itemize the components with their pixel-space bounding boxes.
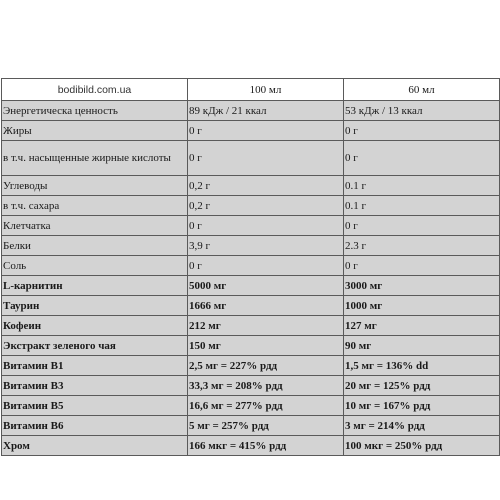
value-100ml-cell: 0 г [188,141,344,176]
value-60ml-cell: 0 г [344,141,500,176]
table-header-row [2,79,500,101]
table-row [2,276,500,296]
value-100ml-cell: 2,5 мг = 227% рдд [188,356,344,376]
nutrient-name-cell: Хром [2,436,188,456]
table-row [2,336,500,356]
nutrient-name-cell: Таурин [2,296,188,316]
nutrition-table-body [2,79,500,456]
nutrition-table [1,78,500,456]
value-100ml-cell: 150 мг [188,336,344,356]
value-60ml-cell: 2.3 г [344,236,500,256]
value-60ml-cell: 1,5 мг = 136% dd [344,356,500,376]
table-row [2,256,500,276]
value-60ml-cell: 100 мкг = 250% рдд [344,436,500,456]
table-row [2,376,500,396]
table-row [2,176,500,196]
value-100ml-cell: 0,2 г [188,196,344,216]
value-60ml-cell: 0 г [344,216,500,236]
value-100ml-cell: 3,9 г [188,236,344,256]
value-100ml-cell: 16,6 мг = 277% рдд [188,396,344,416]
nutrition-table-container [1,78,499,456]
value-60ml-cell: 0.1 г [344,196,500,216]
value-100ml-cell: 0,2 г [188,176,344,196]
table-row [2,436,500,456]
nutrient-name-cell: Витамин B6 [2,416,188,436]
value-60ml-cell: 10 мг = 167% рдд [344,396,500,416]
nutrient-name-cell: Белки [2,236,188,256]
nutrient-name-cell: Витамин B5 [2,396,188,416]
nutrient-name-cell: в т.ч. насыщенные жирные кислоты [2,141,188,176]
value-100ml-cell: 0 г [188,256,344,276]
table-row [2,101,500,121]
value-60ml-cell: 0 г [344,256,500,276]
value-100ml-cell: 0 г [188,216,344,236]
value-60ml-cell: 3000 мг [344,276,500,296]
nutrient-name-cell: Витамин B3 [2,376,188,396]
nutrient-name-cell: Соль [2,256,188,276]
value-60ml-cell: 53 кДж / 13 ккал [344,101,500,121]
table-row [2,396,500,416]
column-header-60ml: 60 мл [344,79,500,101]
nutrient-name-cell: Углеводы [2,176,188,196]
nutrient-name-cell: Энергетическа ценность [2,101,188,121]
table-row [2,141,500,176]
table-row [2,216,500,236]
value-100ml-cell: 33,3 мг = 208% рдд [188,376,344,396]
table-row [2,236,500,256]
value-60ml-cell: 127 мг [344,316,500,336]
nutrient-name-cell: в т.ч. сахара [2,196,188,216]
table-row [2,121,500,141]
table-row [2,296,500,316]
nutrient-name-cell: Клетчатка [2,216,188,236]
value-100ml-cell: 212 мг [188,316,344,336]
value-60ml-cell: 0.1 г [344,176,500,196]
value-100ml-cell: 89 кДж / 21 ккал [188,101,344,121]
value-60ml-cell: 90 мг [344,336,500,356]
value-100ml-cell: 1666 мг [188,296,344,316]
nutrient-name-cell: Витамин B1 [2,356,188,376]
value-60ml-cell: 20 мг = 125% рдд [344,376,500,396]
table-row [2,196,500,216]
table-row [2,416,500,436]
nutrient-name-cell: Кофеин [2,316,188,336]
nutrient-name-cell: L-карнитин [2,276,188,296]
nutrient-name-cell: Экстракт зеленого чая [2,336,188,356]
value-60ml-cell: 0 г [344,121,500,141]
value-100ml-cell: 5 мг = 257% рдд [188,416,344,436]
value-60ml-cell: 1000 мг [344,296,500,316]
source-site-label: bodibild.com.ua [2,79,188,101]
table-row [2,356,500,376]
value-100ml-cell: 0 г [188,121,344,141]
nutrient-name-cell: Жиры [2,121,188,141]
table-row [2,316,500,336]
column-header-100ml: 100 мл [188,79,344,101]
value-60ml-cell: 3 мг = 214% рдд [344,416,500,436]
value-100ml-cell: 5000 мг [188,276,344,296]
value-100ml-cell: 166 мкг = 415% рдд [188,436,344,456]
